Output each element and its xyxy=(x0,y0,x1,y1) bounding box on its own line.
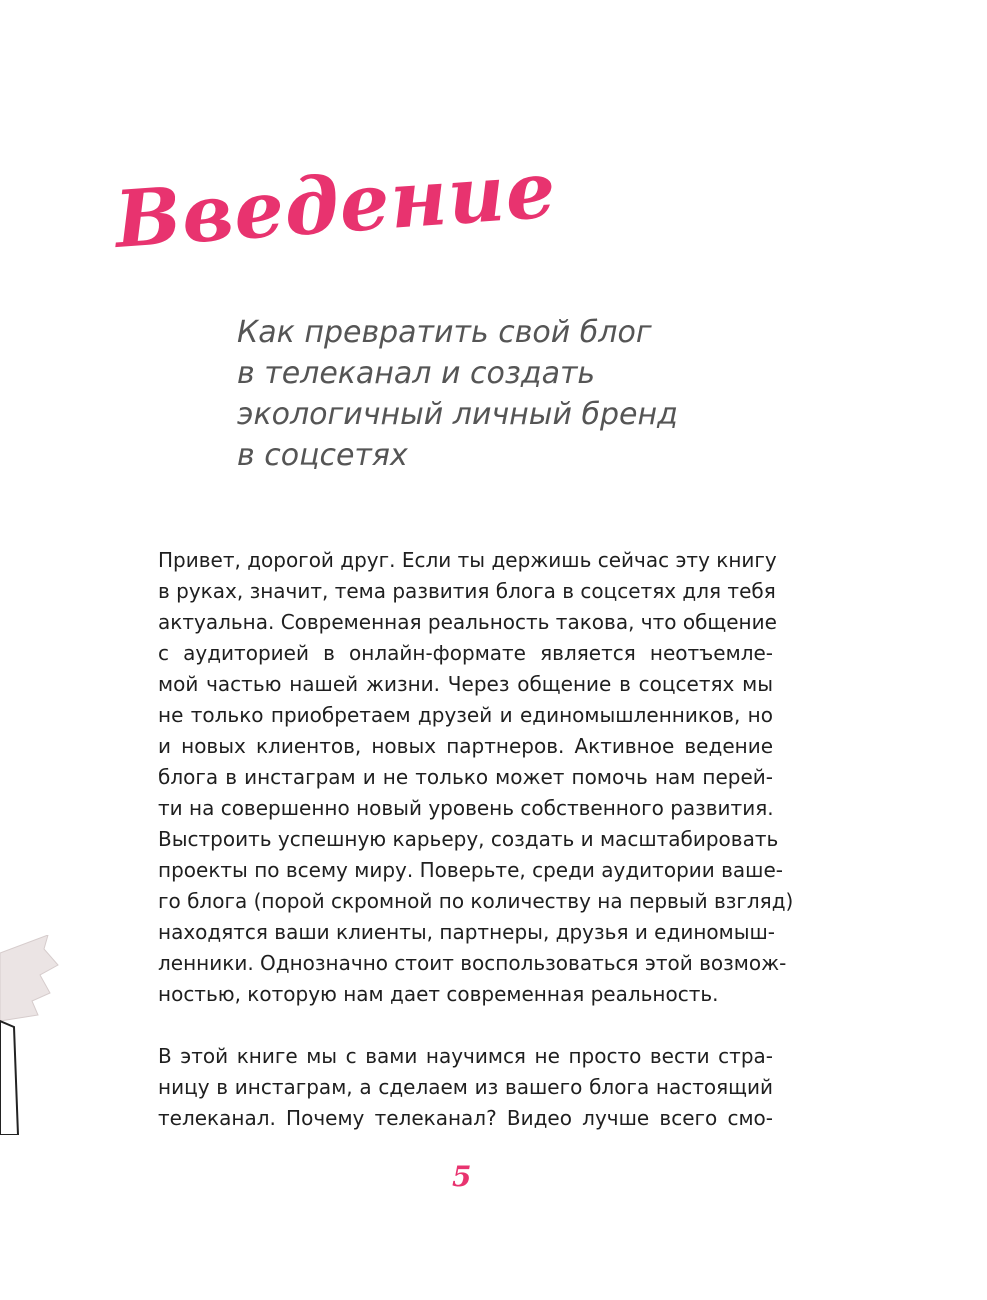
text-line: проекты по всему миру. Поверьте, среди аудитории ваше- xyxy=(158,858,783,882)
text-line: ностью, которую нам дает современная реальность. xyxy=(158,982,719,1006)
subtitle-line: экологичный личный бренд xyxy=(237,397,678,432)
body-text xyxy=(158,545,794,1165)
text-line: Привет, дорогой друг. Если ты держишь сейчас эту книгу xyxy=(158,548,777,572)
page-number: 5 xyxy=(452,1160,472,1193)
chapter-subtitle xyxy=(237,312,797,476)
text-line: ленники. Однозначно стоит воспользоваться этой возмож- xyxy=(158,951,787,975)
subtitle-line: Как превратить свой блог xyxy=(237,315,652,350)
text-line: с аудиторией в онлайн-формате является неотъемле- xyxy=(158,641,773,665)
tape-shape xyxy=(0,935,58,1135)
text-line: ти на совершенно новый уровень собственного развития. xyxy=(158,796,774,820)
text-line: актуальна. Современная реальность такова, что общение xyxy=(158,610,777,634)
chapter-title: Введение xyxy=(112,144,560,266)
text-line: телеканал. Почему телеканал? Видео лучше всего смо- xyxy=(158,1106,773,1130)
text-line: Выстроить успешную карьеру, создать и масштабировать xyxy=(158,827,779,851)
paragraph-2 xyxy=(158,1041,773,1134)
text-line: и новых клиентов, новых партнеров. Активное ведение xyxy=(158,734,773,758)
text-line: в руках, значит, тема развития блога в соцсетях для тебя xyxy=(158,579,776,603)
text-line: В этой книге мы с вами научимся не просто вести стра- xyxy=(158,1044,773,1068)
text-line: мой частью нашей жизни. Через общение в соцсетях мы xyxy=(158,672,773,696)
text-line: ницу в инстаграм, а сделаем из вашего блога настоящий xyxy=(158,1075,773,1099)
text-line: не только приобретаем друзей и единомышленников, но xyxy=(158,703,773,727)
washi-tape-decoration xyxy=(0,935,60,1135)
subtitle-line: в соцсетях xyxy=(237,438,408,473)
text-line: го блога (порой скромной по количеству на первый взгляд) xyxy=(158,889,794,913)
subtitle-line: в телеканал и создать xyxy=(237,356,596,391)
text-line: блога в инстаграм и не только может помочь нам перей- xyxy=(158,765,773,789)
paragraph-1 xyxy=(158,545,794,1010)
text-line: находятся ваши клиенты, партнеры, друзья и единомыш- xyxy=(158,920,776,944)
